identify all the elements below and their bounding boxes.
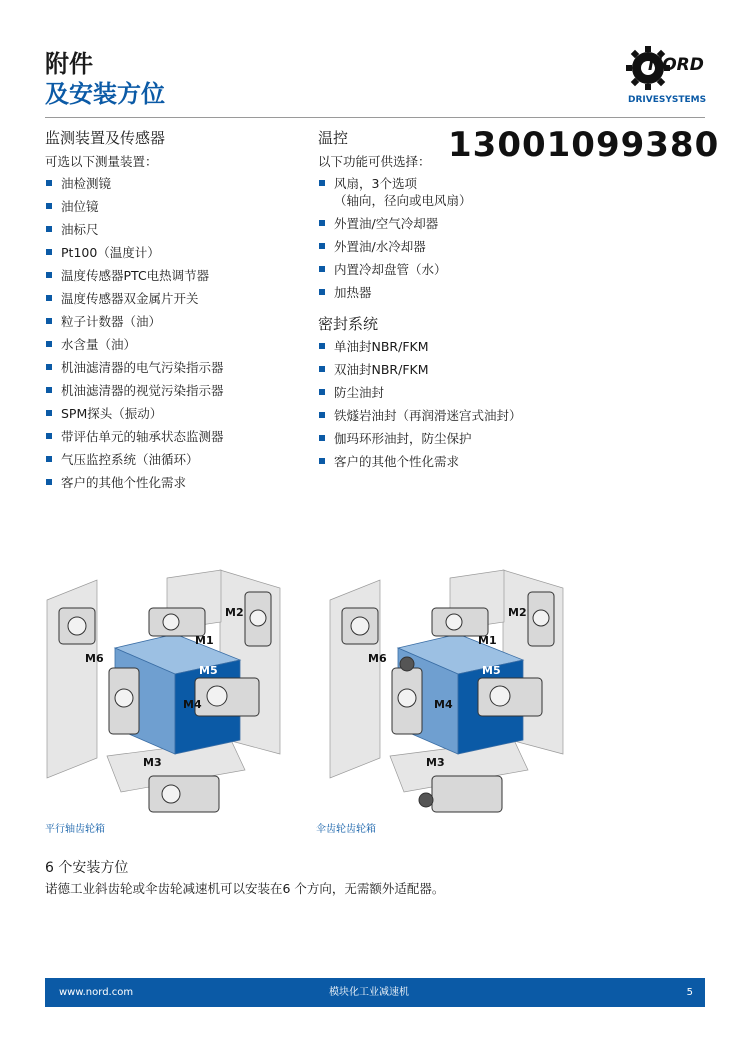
sealing-section — [318, 314, 578, 470]
list-item-text: 客户的其他个性化需求 — [334, 454, 460, 469]
list-item — [318, 453, 578, 470]
label-m4: M4 — [183, 698, 202, 711]
bullet-square-icon — [319, 266, 325, 272]
list-item-text: 机油滤清器的视觉污染指示器 — [61, 383, 224, 398]
caption-bevel-gear: 伞齿轮齿轮箱 — [316, 824, 376, 835]
gearbox-bore-shape — [162, 785, 180, 803]
bullet-square-icon — [46, 479, 52, 485]
bullet-square-icon — [319, 366, 325, 372]
label-m1: M1 — [478, 634, 497, 647]
logo-word: NORD — [648, 55, 704, 75]
mounting-diagram-bevel — [328, 568, 564, 818]
page-number: 5 — [686, 987, 693, 998]
header-divider — [45, 117, 705, 118]
list-item — [318, 338, 578, 355]
list-item — [318, 215, 578, 232]
list-item — [45, 359, 305, 376]
bevel-pinion-shape — [400, 657, 414, 671]
mounting-title: 6 个安装方位 — [45, 860, 129, 876]
list-item — [45, 313, 305, 330]
gearbox-bore-shape — [533, 610, 549, 626]
list-item-text: 内置冷却盘管（水） — [334, 262, 447, 277]
list-item — [318, 175, 578, 209]
caption-parallel-shaft: 平行轴齿轮箱 — [45, 824, 105, 835]
gearbox-bore-shape — [398, 689, 416, 707]
phone-number: 13001099380 — [448, 125, 720, 165]
footer-title: 模块化工业减速机 — [329, 987, 409, 998]
label-m3: M3 — [143, 756, 162, 769]
list-item-text: 铁燧岩油封（再润滑迷宫式油封） — [334, 408, 522, 423]
gearbox-shape — [149, 776, 219, 812]
bullet-square-icon — [46, 226, 52, 232]
bullet-square-icon — [46, 456, 52, 462]
bullet-square-icon — [46, 180, 52, 186]
gearbox-bore-shape — [351, 617, 369, 635]
gearbox-bore-shape — [250, 610, 266, 626]
bullet-square-icon — [319, 343, 325, 349]
bullet-square-icon — [46, 410, 52, 416]
label-m6: M6 — [368, 652, 387, 665]
logo-subtitle: DRIVESYSTEMS — [628, 95, 707, 105]
list-item — [45, 405, 305, 422]
list-item — [45, 267, 305, 284]
list-item — [318, 407, 578, 424]
list-item-text: 风扇，3个选项 — [334, 176, 417, 191]
list-item-text: 单油封NBR/FKM — [334, 339, 429, 354]
list-item — [318, 384, 578, 401]
list-item — [45, 221, 305, 238]
list-item-text: 水含量（油） — [61, 337, 137, 352]
mounting-diagram-parallel — [45, 568, 281, 818]
bullet-square-icon — [319, 180, 325, 186]
bullet-square-icon — [319, 412, 325, 418]
gearbox-shape — [432, 776, 502, 812]
monitoring-title: 监测装置及传感器 — [45, 129, 166, 147]
label-m5: M5 — [199, 664, 218, 677]
label-m6: M6 — [85, 652, 104, 665]
list-item — [45, 474, 305, 491]
list-item — [318, 238, 578, 255]
label-m3: M3 — [426, 756, 445, 769]
list-item-text: 外置油/水冷却器 — [334, 239, 426, 254]
list-item-text: 粒子计数器（油） — [61, 314, 162, 329]
list-item-text: 机油滤清器的电气污染指示器 — [61, 360, 224, 375]
monitoring-list — [45, 175, 305, 491]
bullet-square-icon — [46, 387, 52, 393]
temperature-list — [318, 175, 578, 301]
list-item — [45, 382, 305, 399]
page-title-line1: 附件 — [45, 50, 93, 78]
list-item — [45, 428, 305, 445]
bullet-square-icon — [46, 272, 52, 278]
list-item — [45, 175, 305, 192]
temperature-section — [318, 128, 578, 476]
bullet-square-icon — [319, 389, 325, 395]
list-item — [318, 261, 578, 278]
list-item — [45, 336, 305, 353]
list-item — [45, 244, 305, 261]
footer-url-link[interactable]: www.nord.com — [59, 987, 134, 998]
gearbox-bore-shape — [446, 614, 462, 630]
bullet-square-icon — [319, 220, 325, 226]
bullet-square-icon — [46, 203, 52, 209]
label-m2: M2 — [225, 606, 244, 619]
gearbox-bore-shape — [68, 617, 86, 635]
list-item-text: SPM探头（振动） — [61, 406, 163, 421]
list-item-text: 客户的其他个性化需求 — [61, 475, 187, 490]
list-item-text: Pt100（温度计） — [61, 245, 160, 260]
footer-bar — [45, 978, 705, 1007]
bullet-square-icon — [319, 435, 325, 441]
list-item — [318, 284, 578, 301]
list-item — [318, 430, 578, 447]
label-m4: M4 — [434, 698, 453, 711]
bullet-square-icon — [46, 249, 52, 255]
gearbox-bore-shape — [163, 614, 179, 630]
list-item-text: 带评估单元的轴承状态监测器 — [61, 429, 224, 444]
list-item-text: 双油封NBR/FKM — [334, 362, 429, 377]
list-item-text: 加热器 — [334, 285, 372, 300]
list-item-text: 外置油/空气冷却器 — [334, 216, 439, 231]
temperature-title: 温控 — [318, 129, 349, 147]
mounting-text: 诺德工业斜齿轮或伞齿轮减速机可以安装在6 个方向，无需额外适配器。 — [45, 881, 445, 896]
list-item-text: 防尘油封 — [334, 385, 385, 400]
list-item-text: 温度传感器双金属片开关 — [61, 291, 199, 306]
bullet-square-icon — [46, 433, 52, 439]
bullet-square-icon — [319, 243, 325, 249]
list-item-text: 油标尺 — [61, 222, 99, 237]
gearbox-bore-shape — [115, 689, 133, 707]
sealing-list — [318, 338, 578, 470]
page-title-line2: 及安装方位 — [45, 80, 165, 108]
bullet-square-icon — [46, 295, 52, 301]
nord-logo — [626, 40, 708, 106]
bevel-pinion-shape — [419, 793, 433, 807]
temperature-subtitle: 以下功能可供选择： — [318, 154, 431, 169]
list-item — [45, 451, 305, 468]
list-item-text: 气压监控系统（油循环） — [61, 452, 199, 467]
list-item-text: 油检测镜 — [61, 176, 112, 191]
label-m5: M5 — [482, 664, 501, 677]
list-item-subtext: （轴向，径向或电风扇） — [334, 193, 472, 208]
monitoring-section — [45, 128, 305, 497]
label-m2: M2 — [508, 606, 527, 619]
list-item-text: 油位镜 — [61, 199, 99, 214]
sealing-title: 密封系统 — [318, 315, 379, 333]
bullet-square-icon — [319, 458, 325, 464]
bullet-square-icon — [46, 318, 52, 324]
bullet-square-icon — [319, 289, 325, 295]
label-m1: M1 — [195, 634, 214, 647]
bullet-square-icon — [46, 341, 52, 347]
bullet-square-icon — [46, 364, 52, 370]
gearbox-bore-shape — [490, 686, 510, 706]
list-item — [318, 361, 578, 378]
monitoring-subtitle: 可选以下测量装置： — [45, 154, 158, 169]
list-item — [45, 290, 305, 307]
list-item-text: 伽玛环形油封，防尘保护 — [334, 431, 472, 446]
list-item-text: 温度传感器PTC电热调节器 — [61, 268, 210, 283]
list-item — [45, 198, 305, 215]
gearbox-bore-shape — [207, 686, 227, 706]
